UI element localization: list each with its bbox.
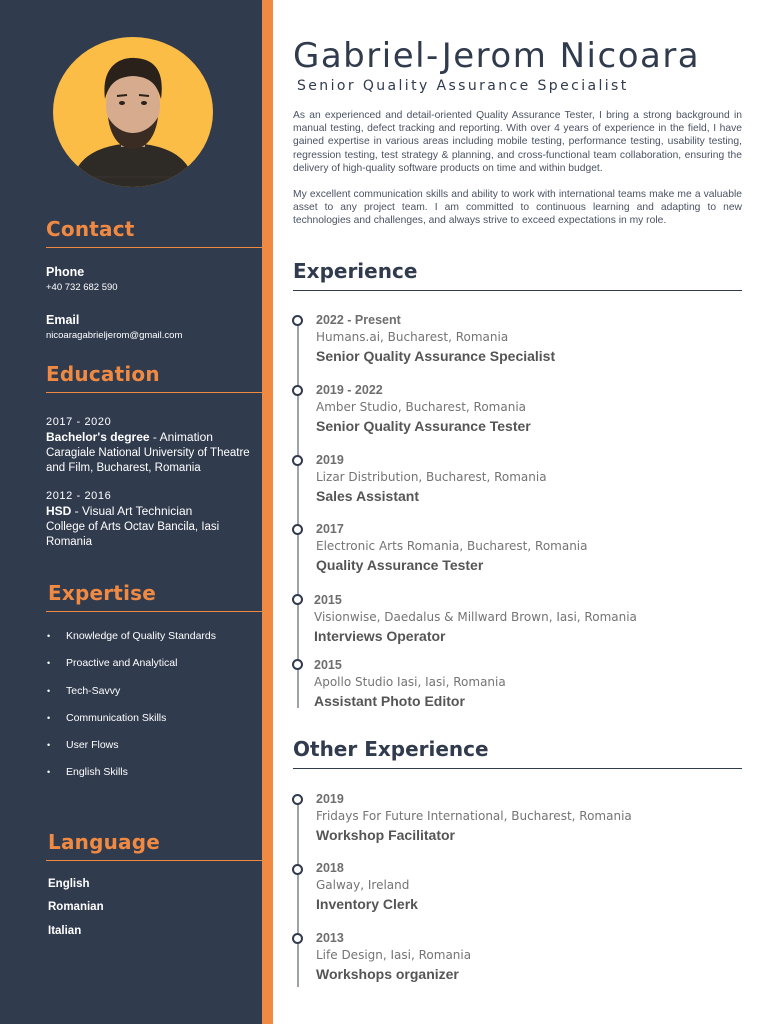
timeline-dot <box>292 794 303 805</box>
experience-timeline <box>297 318 299 708</box>
language-heading: Language <box>48 830 161 854</box>
education-degree: Bachelor's degree - Animation <box>46 430 213 444</box>
expertise-heading: Expertise <box>48 581 156 605</box>
entry-role: Workshop Facilitator <box>316 827 455 843</box>
entry-organization: Fridays For Future International, Bucharest, Romania <box>316 809 632 823</box>
entry-organization: Humans.ai, Bucharest, Romania <box>316 330 509 344</box>
expertise-item: • Proactive and Analytical <box>46 656 258 683</box>
entry-year: 2015 <box>314 658 342 672</box>
entry-year: 2013 <box>316 931 344 945</box>
entry-organization: Apollo Studio Iasi, Iasi, Romania <box>314 675 506 689</box>
entry-role: Workshops organizer <box>316 966 459 982</box>
email-value: nicoaragabrieljerom@gmail.com <box>46 330 183 341</box>
education-years: 2012 - 2016 <box>46 490 112 502</box>
language-item: Romanian <box>48 901 104 913</box>
entry-organization: Life Design, Iasi, Romania <box>316 948 472 962</box>
expertise-divider <box>46 611 262 612</box>
entry-year: 2022 - Present <box>316 313 401 327</box>
other-experience-divider <box>293 768 742 769</box>
person-portrait-icon <box>53 37 213 187</box>
expertise-item: • Knowledge of Quality Standards <box>46 629 258 656</box>
expertise-list <box>46 629 258 793</box>
summary-paragraph: As an experienced and detail-oriented Quality Assurance Tester, I bring a strong background in manual testing, defect tracking and reporting. With over 4 years of experience in the field, I have gained expertise in various areas including mobile testing, performance testing, usability testing, regression testing, test strategy & planning, and cross-functional team collaboration, ensuring the delivery of high-quality software products on time and within budget. <box>293 110 742 174</box>
phone-value: +40 732 682 590 <box>46 282 118 293</box>
entry-role: Quality Assurance Tester <box>316 557 484 573</box>
experience-entry <box>314 592 740 647</box>
entry-role: Senior Quality Assurance Tester <box>316 418 531 434</box>
other-experience-heading: Other Experience <box>293 737 489 761</box>
entry-role: Sales Assistant <box>316 488 419 504</box>
education-school: Caragiale National University of Theatre and Film, Bucharest, Romania <box>46 447 250 474</box>
entry-organization: Galway, Ireland <box>316 878 410 892</box>
experience-entry <box>314 657 740 712</box>
education-item <box>46 490 258 550</box>
language-divider <box>46 860 262 861</box>
experience-entry <box>316 452 742 507</box>
education-school: College of Arts Octav Bancila, Iasi Romania <box>46 521 220 548</box>
language-item: Italian <box>48 925 82 937</box>
entry-year: 2019 - 2022 <box>316 383 383 397</box>
experience-entry <box>316 312 742 367</box>
education-item <box>46 416 258 476</box>
experience-heading: Experience <box>293 259 418 283</box>
timeline-dot <box>292 594 303 605</box>
experience-entry <box>316 521 742 576</box>
entry-year: 2017 <box>316 522 344 536</box>
summary-paragraph: My excellent communication skills and ability to work with international teams make me a valuable asset to any project team. I am committed to continuous learning and adapting to new technologies and challenges, and always strive to exceed expectations in my role. <box>293 189 742 227</box>
entry-year: 2019 <box>316 792 344 806</box>
other-experience-entry <box>316 791 742 846</box>
contact-heading: Contact <box>46 217 135 241</box>
timeline-dot <box>292 524 303 535</box>
timeline-dot <box>292 864 303 875</box>
entry-organization: Visionwise, Daedalus & Millward Brown, Iasi, Romania <box>314 610 637 624</box>
phone-label: Phone <box>46 265 85 279</box>
other-experience-entry <box>316 860 742 915</box>
timeline-dot <box>292 315 303 326</box>
accent-bar <box>262 0 273 1024</box>
expertise-item: • Tech-Savvy <box>46 684 258 711</box>
language-item: English <box>48 878 90 890</box>
timeline-dot <box>292 659 303 670</box>
experience-entry <box>316 382 742 437</box>
email-label: Email <box>46 313 80 327</box>
entry-role: Interviews Operator <box>314 628 446 644</box>
timeline-dot <box>292 385 303 396</box>
expertise-item: • English Skills <box>46 765 258 792</box>
education-heading: Education <box>46 362 160 386</box>
other-experience-entry <box>316 930 742 985</box>
education-years: 2017 - 2020 <box>46 416 112 428</box>
entry-year: 2019 <box>316 453 344 467</box>
contact-divider <box>46 247 262 248</box>
profile-photo <box>53 37 213 187</box>
entry-role: Assistant Photo Editor <box>314 693 465 709</box>
timeline-dot <box>292 933 303 944</box>
entry-year: 2015 <box>314 593 342 607</box>
entry-organization: Lizar Distribution, Bucharest, Romania <box>316 470 547 484</box>
entry-organization: Electronic Arts Romania, Bucharest, Romania <box>316 539 588 553</box>
entry-organization: Amber Studio, Bucharest, Romania <box>316 400 527 414</box>
timeline-dot <box>292 455 303 466</box>
entry-year: 2018 <box>316 861 344 875</box>
candidate-name: Gabriel-Jerom Nicoara <box>293 36 701 76</box>
entry-role: Inventory Clerk <box>316 896 418 912</box>
profile-summary <box>293 109 742 228</box>
education-divider <box>46 392 262 393</box>
expertise-item: • Communication Skills <box>46 711 258 738</box>
expertise-item: • User Flows <box>46 738 258 765</box>
education-degree: HSD - Visual Art Technician <box>46 504 193 518</box>
experience-divider <box>293 290 742 291</box>
job-title: Senior Quality Assurance Specialist <box>297 78 629 94</box>
other-experience-timeline <box>297 797 299 987</box>
entry-role: Senior Quality Assurance Specialist <box>316 348 556 364</box>
